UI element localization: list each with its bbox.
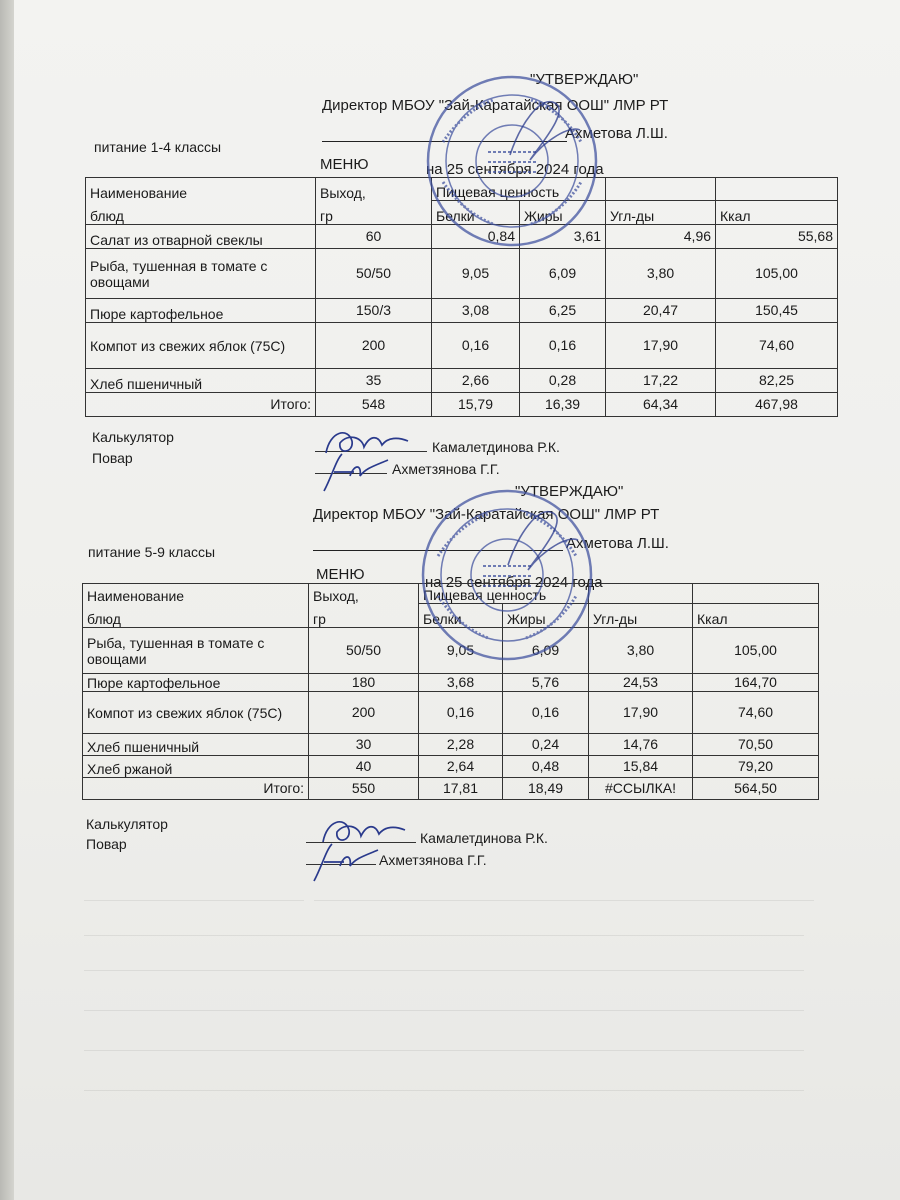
director-signature-line	[313, 550, 563, 551]
cell-protein: 2,64	[419, 756, 503, 778]
dish-name: Хлеб ржаной	[83, 756, 309, 778]
header-name: Наименование	[86, 178, 316, 201]
dish-name: Компот из свежих яблок (75С)	[86, 323, 316, 369]
cell-protein: 3,08	[432, 299, 520, 323]
cell-fat: 5,76	[503, 674, 589, 692]
total-protein: 15,79	[432, 393, 520, 417]
cell-protein: 2,28	[419, 734, 503, 756]
cell-carbs: 15,84	[589, 756, 693, 778]
cell-kcal: 150,45	[716, 299, 838, 323]
cell-fat: 3,61	[520, 225, 606, 249]
total-carbs: 64,34	[606, 393, 716, 417]
cook-name: Ахметзянова Г.Г.	[392, 461, 500, 477]
dish-name: Компот из свежих яблок (75С)	[83, 692, 309, 734]
cook-signature-line	[306, 864, 376, 865]
header-fat: Жиры	[520, 201, 606, 225]
cell-carbs: 14,76	[589, 734, 693, 756]
header-nutrition: Пищевая ценность	[432, 178, 606, 201]
total-fat: 18,49	[503, 778, 589, 800]
dish-name: Пюре картофельное	[86, 299, 316, 323]
table-row	[83, 674, 819, 692]
calculator-signature-line	[306, 842, 416, 843]
table-row	[86, 225, 838, 249]
menu-table-1-4	[85, 177, 838, 417]
cell-kcal: 164,70	[693, 674, 819, 692]
table-row	[83, 692, 819, 734]
director-line: Директор МБОУ "Зай-Каратайская ООШ" ЛМР РТ	[313, 506, 660, 523]
cell-fat: 6,25	[520, 299, 606, 323]
total-label: Итого:	[83, 778, 309, 800]
cook-label: Повар	[86, 836, 127, 852]
total-label: Итого:	[86, 393, 316, 417]
table-row	[83, 734, 819, 756]
approve-title: "УТВЕРЖДАЮ"	[530, 71, 639, 88]
director-signature-line	[322, 141, 567, 142]
cell-carbs: 3,80	[589, 628, 693, 674]
cell-output: 50/50	[309, 628, 419, 674]
total-kcal: 467,98	[716, 393, 838, 417]
total-kcal: 564,50	[693, 778, 819, 800]
table-header-row	[86, 178, 838, 201]
cell-carbs: 17,90	[589, 692, 693, 734]
cell-output: 30	[309, 734, 419, 756]
cell-carbs: 20,47	[606, 299, 716, 323]
director-name: Ахметова Л.Ш.	[565, 125, 668, 142]
class-label: питание 1-4 классы	[94, 139, 222, 155]
cell-kcal: 105,00	[716, 249, 838, 299]
cook-signature-line	[315, 473, 387, 474]
menu-word: МЕНЮ	[316, 566, 365, 583]
dish-name: Пюре картофельное	[83, 674, 309, 692]
cell-fat: 0,24	[503, 734, 589, 756]
dish-name: Хлеб пшеничный	[83, 734, 309, 756]
director-name: Ахметова Л.Ш.	[566, 535, 669, 552]
header-carbs: Угл-ды	[606, 201, 716, 225]
header-nutrition: Пищевая ценность	[419, 584, 589, 604]
header-grams: гр	[316, 201, 432, 225]
cell-carbs: 3,80	[606, 249, 716, 299]
table-total-row	[86, 393, 838, 417]
table-row	[86, 323, 838, 369]
calculator-name: Камалетдинова Р.К.	[420, 830, 548, 846]
header-output: Выход,	[309, 584, 419, 604]
cell-carbs: 17,90	[606, 323, 716, 369]
table-subheader-row	[83, 604, 819, 628]
cook-name: Ахметзянова Г.Г.	[379, 852, 487, 868]
dish-name: Рыба, тушенная в томате с овощами	[83, 628, 309, 674]
cell-fat: 6,09	[520, 249, 606, 299]
cell-carbs: 24,53	[589, 674, 693, 692]
header-dishes: блюд	[86, 201, 316, 225]
cell-carbs: 17,22	[606, 369, 716, 393]
table-header-row	[83, 584, 819, 604]
cell-protein: 0,16	[419, 692, 503, 734]
header-protein: Белки	[432, 201, 520, 225]
class-label: питание 5-9 классы	[88, 544, 216, 560]
table-row	[83, 756, 819, 778]
total-fat: 16,39	[520, 393, 606, 417]
cell-kcal: 55,68	[716, 225, 838, 249]
menu-table-5-9	[82, 583, 819, 800]
table-row	[83, 628, 819, 674]
table-row	[86, 299, 838, 323]
approve-title: "УТВЕРЖДАЮ"	[515, 483, 624, 500]
total-output: 548	[316, 393, 432, 417]
header-kcal: Ккал	[716, 201, 838, 225]
dish-name: Салат из отварной свеклы	[86, 225, 316, 249]
menu-word: МЕНЮ	[320, 156, 369, 173]
table-total-row	[83, 778, 819, 800]
header-name: Наименование	[83, 584, 309, 604]
cell-fat: 0,28	[520, 369, 606, 393]
menu-date: на 25 сентября 2024 года	[426, 161, 604, 178]
cell-kcal: 79,20	[693, 756, 819, 778]
dish-name: Рыба, тушенная в томате с овощами	[86, 249, 316, 299]
header-fat: Жиры	[503, 604, 589, 628]
cell-fat: 0,16	[520, 323, 606, 369]
director-line: Директор МБОУ "Зай-Каратайская ООШ" ЛМР РТ	[322, 97, 669, 114]
cell-protein: 9,05	[419, 628, 503, 674]
cell-protein: 0,16	[432, 323, 520, 369]
total-carbs: #ССЫЛКА!	[589, 778, 693, 800]
cell-fat: 6,09	[503, 628, 589, 674]
cell-output: 40	[309, 756, 419, 778]
header-grams: гр	[309, 604, 419, 628]
cell-kcal: 82,25	[716, 369, 838, 393]
cell-protein: 9,05	[432, 249, 520, 299]
menu-date: на 25 сентября 2024 года	[425, 574, 603, 591]
cell-output: 200	[316, 323, 432, 369]
cell-protein: 0,84	[432, 225, 520, 249]
table-subheader-row	[86, 201, 838, 225]
header-protein: Белки	[419, 604, 503, 628]
cook-label: Повар	[92, 450, 133, 466]
cell-kcal: 74,60	[693, 692, 819, 734]
cell-carbs: 4,96	[606, 225, 716, 249]
cell-kcal: 74,60	[716, 323, 838, 369]
cell-output: 150/3	[316, 299, 432, 323]
header-output: Выход,	[316, 178, 432, 201]
cell-fat: 0,16	[503, 692, 589, 734]
cell-output: 200	[309, 692, 419, 734]
calculator-label: Калькулятор	[86, 816, 168, 832]
cell-protein: 2,66	[432, 369, 520, 393]
total-protein: 17,81	[419, 778, 503, 800]
page-edge-shadow	[0, 0, 14, 1200]
cell-kcal: 70,50	[693, 734, 819, 756]
cell-kcal: 105,00	[693, 628, 819, 674]
calculator-signature-line	[315, 451, 427, 452]
cell-output: 35	[316, 369, 432, 393]
cell-output: 50/50	[316, 249, 432, 299]
dish-name: Хлеб пшеничный	[86, 369, 316, 393]
calculator-label: Калькулятор	[92, 429, 174, 445]
cell-output: 60	[316, 225, 432, 249]
total-output: 550	[309, 778, 419, 800]
table-row	[86, 369, 838, 393]
cell-fat: 0,48	[503, 756, 589, 778]
calculator-name: Камалетдинова Р.К.	[432, 439, 560, 455]
cell-protein: 3,68	[419, 674, 503, 692]
table-row	[86, 249, 838, 299]
cell-output: 180	[309, 674, 419, 692]
header-dishes: блюд	[83, 604, 309, 628]
header-kcal: Ккал	[693, 604, 819, 628]
header-carbs: Угл-ды	[589, 604, 693, 628]
